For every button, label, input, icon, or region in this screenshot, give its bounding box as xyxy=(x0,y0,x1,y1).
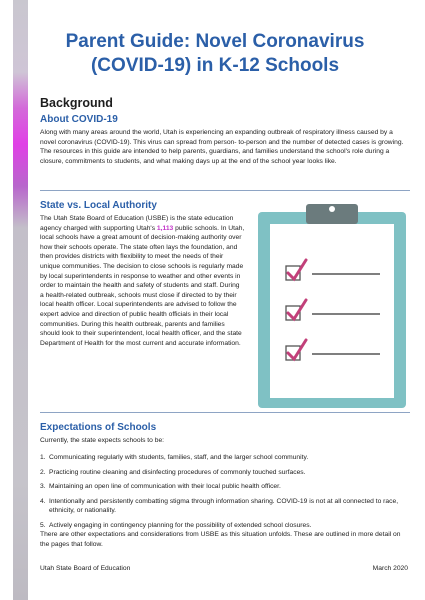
title-line-1: Parent Guide: Novel Coronavirus xyxy=(65,31,365,52)
clipboard-illustration xyxy=(252,200,412,410)
list-number: 1. xyxy=(40,454,46,461)
school-count-highlight: 1,113 xyxy=(156,224,174,232)
list-text: Intentionally and persistently combatting stigma through information sharing. COVID-19 is not at all connected to race, ethnicity, or nationality. xyxy=(49,497,399,515)
list-item xyxy=(40,482,410,492)
sidebar-accent-bar xyxy=(13,0,28,600)
list-number: 5. xyxy=(40,521,46,529)
clipboard-checklist-icon xyxy=(252,200,412,410)
state-local-text-1: The Utah State Board of Education (USBE) is the state education agency charged with supporting Utah's xyxy=(40,215,234,232)
section-divider xyxy=(40,412,410,413)
expectations-heading: Expectations of Schools xyxy=(40,422,157,433)
footer-organization: Utah State Board of Education xyxy=(40,565,131,572)
list-item xyxy=(40,468,410,478)
list-number: 2. xyxy=(40,468,46,476)
clipboard-clip-hole xyxy=(329,206,335,212)
list-number: 4. xyxy=(40,497,46,505)
about-covid-heading: About COVID-19 xyxy=(40,114,118,125)
background-heading: Background xyxy=(40,96,113,110)
list-text: Communicating regularly with students, families, staff, and the larger school community. xyxy=(49,454,309,461)
expectations-closing: There are other expectations and considerations from USBE as this situation unfolds. These are outlined in more detail on the pages that follow. xyxy=(40,531,401,548)
title-line-2: (COVID-19) in K-12 Schools xyxy=(90,55,340,76)
expectations-list xyxy=(40,453,410,536)
list-text: Maintaining an open line of communication with their local public health officer. xyxy=(49,483,281,491)
background-paragraph: Along with many areas around the world, Utah is experiencing an expanding outbreak of respiratory illness caused by a novel coronavirus (COVID-19). This virus can spread from person- to-person and the number of detected cases is growing. The resources in this guide are intended to help parents, guardians, and families understand the school's role during a closure, commitments to students, and what making days up at the end of the school year looks like. xyxy=(40,129,404,165)
state-local-paragraph xyxy=(40,214,245,348)
state-local-heading: State vs. Local Authority xyxy=(40,200,157,211)
state-local-text-2: public schools. In Utah, local schools have a great amount of decision-making authority over how their schools operate. The state often lays the foundation, and then provides districts with flexibility to meet the needs of their unique communities. The decision to close schools is regularly made by local superintendents in response to weather and other events in order to maintain the health and safety of students and staff. During a health-related outbreak, schools must close if directed to by their local health officer. Local superintendents are advised to follow the expert advice and direction of public health officials in their local communities. During this health outbreak, parents and families should look to their superintendent, local health officer, and the state Department of Health for the most current and accurate information. xyxy=(40,224,245,347)
list-number: 3. xyxy=(40,483,46,491)
page-title xyxy=(45,30,385,78)
footer-date: March 2020 xyxy=(372,565,408,572)
list-item xyxy=(40,453,410,463)
list-text: Actively engaging in contingency planning for the possibility of extended school closures. xyxy=(49,521,312,529)
expectations-intro: Currently, the state expects schools to be: xyxy=(40,437,165,444)
list-text: Practicing routine cleaning and disinfecting procedures of commonly touched surfaces. xyxy=(49,468,306,476)
section-divider xyxy=(40,190,410,191)
list-item xyxy=(40,497,410,516)
clipboard-paper xyxy=(270,224,394,398)
